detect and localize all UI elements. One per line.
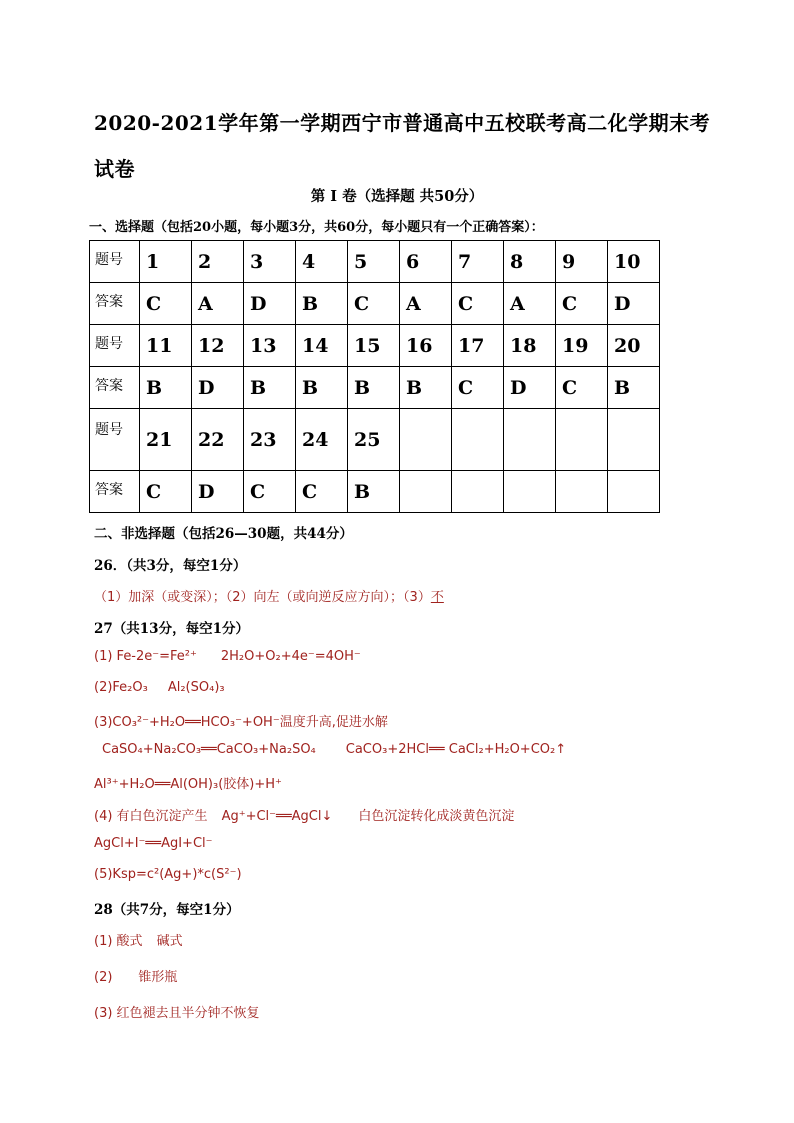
answer-cell: B — [296, 283, 348, 325]
number-row — [90, 241, 660, 283]
q28-part-2-label: (2) — [94, 970, 113, 985]
q27-heading: 27（共13分，每空1分） — [94, 621, 249, 637]
q26-answer-text: （1）加深（或变深）；（2）向左（或向逆反应方向）；（3） — [94, 590, 431, 605]
q27-line-4 — [102, 742, 566, 757]
answer-cell: B — [348, 367, 400, 409]
question-number-cell — [400, 409, 452, 471]
answer-cell — [504, 471, 556, 513]
question-number-cell: 12 — [192, 325, 244, 367]
question-number-cell: 18 — [504, 325, 556, 367]
answer-row — [90, 471, 660, 513]
question-number-cell: 16 — [400, 325, 452, 367]
q27-equation-caso4: CaSO₄+Na₂CO₃══CaCO₃+Na₂SO₄ — [102, 742, 316, 757]
q27-conversion: 白色沉淀转化成淡黄色沉淀 — [358, 809, 515, 824]
question-number-cell: 7 — [452, 241, 504, 283]
q27-line-1 — [94, 649, 361, 664]
question-number-cell: 17 — [452, 325, 504, 367]
answer-cell — [400, 471, 452, 513]
section-two-heading: 二、非选择题（包括26—30题，共44分） — [94, 526, 353, 542]
answer-cell: A — [504, 283, 556, 325]
question-number-cell: 23 — [244, 409, 296, 471]
question-number-cell: 22 — [192, 409, 244, 471]
answer-cell: A — [192, 283, 244, 325]
question-number-cell: 4 — [296, 241, 348, 283]
answer-cell: D — [192, 367, 244, 409]
question-number-label: 题号 — [90, 325, 140, 367]
question-number-cell: 25 — [348, 409, 400, 471]
answer-cell: A — [400, 283, 452, 325]
answer-cell: C — [244, 471, 296, 513]
answer-cell: C — [556, 367, 608, 409]
number-row — [90, 409, 660, 471]
answer-cell: B — [296, 367, 348, 409]
q28-heading: 28（共7分，每空1分） — [94, 902, 240, 918]
answer-row — [90, 367, 660, 409]
q27-cathode-equation: 2H₂O+O₂+4e⁻=4OH⁻ — [220, 649, 361, 664]
question-number-cell — [556, 409, 608, 471]
page-title: 2020-2021学年第一学期西宁市普通高中五校联考高二化学期末考试卷 — [94, 111, 711, 181]
q28-burette-base: 碱式 — [156, 934, 183, 949]
answer-cell: C — [452, 367, 504, 409]
q27-line-8: (5)Ksp=c²(Ag+)*c(S²⁻) — [94, 867, 242, 882]
answer-label: 答案 — [90, 471, 140, 513]
question-number-cell: 2 — [192, 241, 244, 283]
question-number-cell: 21 — [140, 409, 192, 471]
q27-observation: (4) 有白色沉淀产生 — [94, 809, 208, 824]
answer-cell: B — [400, 367, 452, 409]
answer-cell: B — [140, 367, 192, 409]
number-row — [90, 325, 660, 367]
q27-equation-caco3: CaCO₃+2HCl══ CaCl₂+H₂O+CO₂↑ — [345, 742, 567, 757]
question-number-cell: 11 — [140, 325, 192, 367]
section-one-heading: 一、选择题（包括20小题，每小题3分，共60分，每小题只有一个正确答案）： — [89, 220, 544, 235]
q27-product-2: Al₂(SO₄)₃ — [167, 680, 225, 695]
answer-label: 答案 — [90, 283, 140, 325]
answer-cell: B — [608, 367, 660, 409]
answer-cell: C — [140, 283, 192, 325]
q28-line-2 — [94, 966, 177, 985]
q27-line-3: (3)CO₃²⁻+H₂O══HCO₃⁻+OH⁻温度升高,促进水解 — [94, 715, 388, 730]
question-number-cell: 9 — [556, 241, 608, 283]
answer-cell: C — [556, 283, 608, 325]
part-one-heading: 第 I 卷（选择题 共50分） — [310, 188, 484, 205]
question-number-cell: 19 — [556, 325, 608, 367]
q27-line-5: Al³⁺+H₂O══Al(OH)₃(胶体)+H⁺ — [94, 777, 282, 792]
question-number-label: 题号 — [90, 241, 140, 283]
q27-anode-equation: (1) Fe-2e⁻=Fe²⁺ — [94, 649, 197, 664]
question-number-cell: 20 — [608, 325, 660, 367]
q27-line-6 — [94, 805, 514, 824]
question-number-cell: 14 — [296, 325, 348, 367]
question-number-cell: 6 — [400, 241, 452, 283]
question-number-cell — [452, 409, 504, 471]
answer-row — [90, 283, 660, 325]
q28-line-1 — [94, 930, 183, 949]
q26-heading: 26．（共3分，每空1分） — [94, 558, 247, 574]
q27-agcl-equation: Ag⁺+Cl⁻══AgCl↓ — [221, 809, 333, 824]
q28-line-3: (3) 红色褪去且半分钟不恢复 — [94, 1006, 260, 1021]
answer-label: 答案 — [90, 367, 140, 409]
question-number-cell: 13 — [244, 325, 296, 367]
answer-cell: C — [452, 283, 504, 325]
answer-cell: B — [244, 367, 296, 409]
answer-cell — [608, 471, 660, 513]
answer-cell: D — [504, 367, 556, 409]
q27-line-2 — [94, 680, 225, 695]
question-number-cell — [504, 409, 556, 471]
question-number-cell: 5 — [348, 241, 400, 283]
q27-product-1: (2)Fe₂O₃ — [94, 680, 148, 695]
answer-table — [89, 240, 660, 513]
answer-cell: D — [192, 471, 244, 513]
question-number-label: 题号 — [90, 409, 140, 471]
answer-cell — [452, 471, 504, 513]
question-number-cell: 3 — [244, 241, 296, 283]
q28-flask: 锥形瓶 — [138, 970, 178, 985]
answer-cell: D — [244, 283, 296, 325]
answer-cell: B — [348, 471, 400, 513]
q27-line-7: AgCl+I⁻══AgI+Cl⁻ — [94, 836, 213, 851]
q28-burette-acid: (1) 酸式 — [94, 934, 143, 949]
question-number-cell: 10 — [608, 241, 660, 283]
question-number-cell: 1 — [140, 241, 192, 283]
question-number-cell: 24 — [296, 409, 348, 471]
answer-cell — [556, 471, 608, 513]
answer-cell: C — [296, 471, 348, 513]
q26-answer — [94, 586, 444, 605]
answer-cell: C — [140, 471, 192, 513]
q26-answer-underlined: 不 — [430, 590, 444, 605]
question-number-cell: 15 — [348, 325, 400, 367]
question-number-cell — [608, 409, 660, 471]
answer-cell: D — [608, 283, 660, 325]
answer-cell: C — [348, 283, 400, 325]
question-number-cell: 8 — [504, 241, 556, 283]
